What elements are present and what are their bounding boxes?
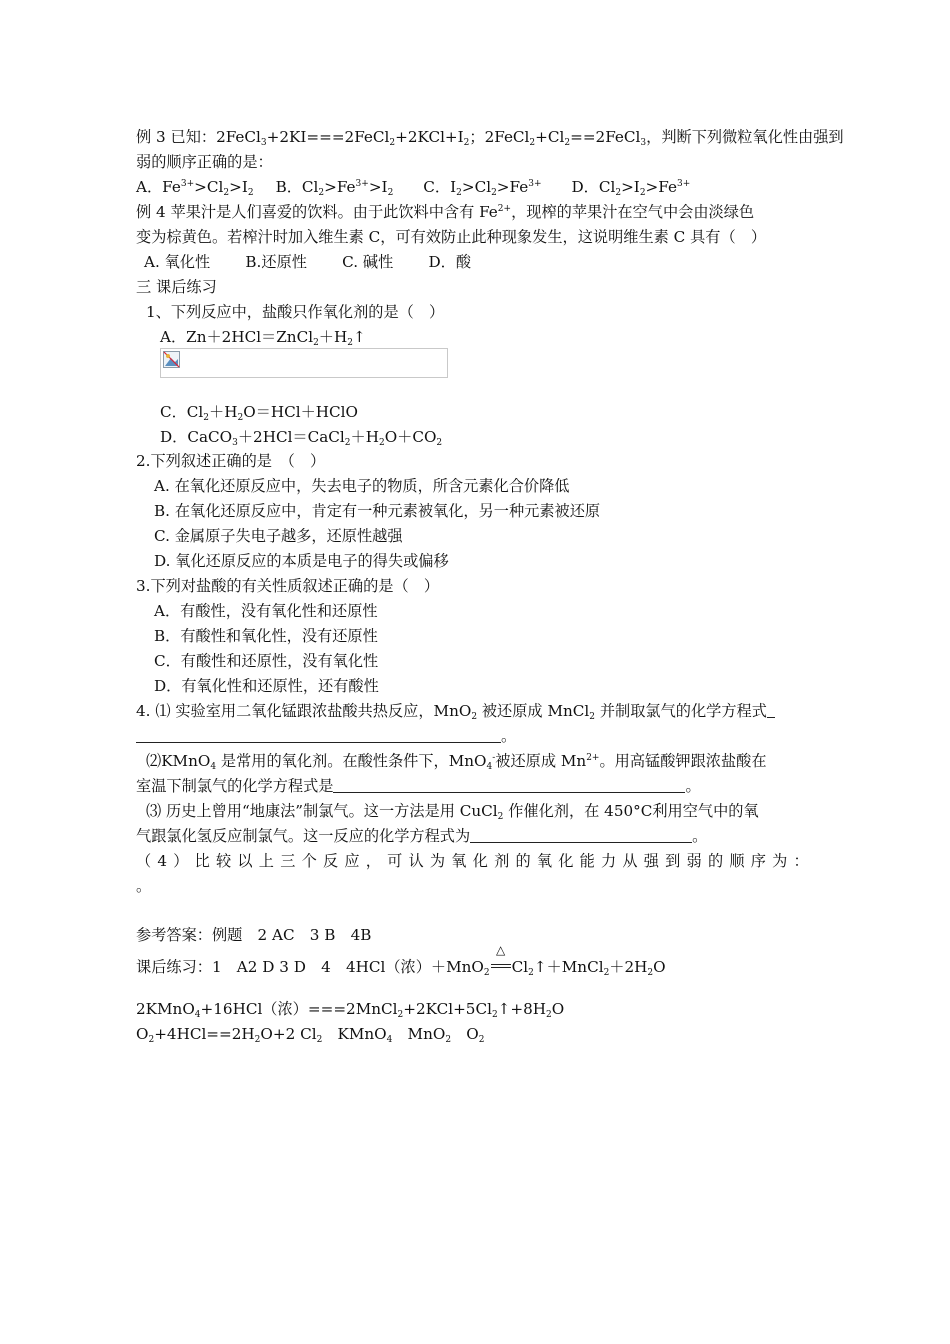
question-4-part-4: （4）比较以上三个反应，可认为氧化剂的氧化能力从强到弱的顺序为： [136,852,815,870]
question-1-stem: 1、下列反应中，盐酸只作氧化剂的是（ ） [146,303,445,321]
example-4-options: A. 氧化性 B.还原性 C. 碱性 D．酸 [144,253,472,271]
example-3-line-1: 例 3 已知：$2FeCl_3+2KI===2FeCl_2+2KCl+I_2$；$2FeCl_2+Cl_2==2FeCl_3$，判断下列微粒氧化性由强到 [136,128,844,148]
question-1-option-d: D．$CaCO_3+2HCl=CaCl_2+H_2O+CO_2$ [160,428,443,448]
question-3-option-c: C．有酸性和还原性，没有氧化性 [154,652,379,670]
question-2-stem: 2.下列叙述正确的是 （ ） [136,452,326,470]
answer-blank[interactable] [136,728,501,743]
question-4-part-2-line-2: 室温下制氯气的化学方程式是 。 [136,777,701,795]
example-4-line-2: 变为棕黄色。若榨汁时加入维生素 C，可有效防止此种现象发生，这说明维生素 C 具有（ ） [136,228,767,246]
question-4-part-3-line-2: 气跟氯化氢反应制氯气。这一反应的化学方程式为 。 [136,827,708,845]
question-3-option-a: A．有酸性，没有氧化性和还原性 [154,602,378,620]
answers-equation-3: $O_2+4HCl==2H_2O+2$ $Cl_2$ KMnO$_4$ MnO$_2$ $O_2$ [136,1025,485,1045]
section-title: 三 课后练习 [136,278,217,296]
question-1-option-a: A．$Zn+2HCl=ZnCl_2+H_2↑$ [160,328,366,348]
question-4-part-1: 4. ⑴ 实验室用二氧化锰跟浓盐酸共热反应，MnO$_2$ 被还原成 MnCl$_2$ 并制取氯气的化学方程式 [136,701,775,721]
question-4-part-3: ⑶ 历史上曾用“地康法”制氯气。这一方法是用 CuCl$_2$ 作催化剂，在 450°C利用空气中的氧 [146,802,759,822]
answers-equation-2: 2KMnO$_4$+16HCl（浓）$===2MnCl_2+2KCl+5Cl_2↑+8H_2O$ [136,1000,565,1020]
question-2-option-c: C. 金属原子失电子越多，还原性越强 [154,527,403,545]
example-3-options: A．$Fe^{3+}>Cl_2>I_2$ B．$Cl_2>Fe^{3+}>I_2$ C．$I_2>Cl_2>Fe^{3+}$ D．$Cl_2>I_2>Fe^{3+}$ [136,178,691,198]
answer-blank[interactable] [333,778,685,793]
question-3-option-d: D．有氧化性和还原性，还有酸性 [154,677,379,695]
question-4-part-2: ⑵KMnO$_4$ 是常用的氧化剂。在酸性条件下，MnO$_4$-被还原成 $Mn^{2+}$。用高锰酸钾跟浓盐酸在 [146,752,767,772]
heat-symbol: △ [495,943,506,957]
broken-image-icon [163,351,180,368]
question-1-option-c: C．$Cl_2+H_2O=HCl+HClO$ [160,403,358,423]
question-4-part-1-blank: 。 [136,726,516,746]
question-2-option-a: A. 在氧化还原反应中，失去电子的物质，所含元素化合价降低 [154,477,570,495]
question-2-option-b: B. 在氧化还原反应中，肯定有一种元素被氧化，另一种元素被还原 [154,502,601,520]
equals-sign [491,964,511,968]
example-4-line-1: 例 4 苹果汁是人们喜爱的饮料。由于此饮料中含有 $Fe^{2+}$，现榨的苹果汁在空气中会由淡绿色 [136,203,755,221]
example-3-line-2: 弱的顺序正确的是： [136,153,273,171]
question-4-part-4-end: 。 [136,877,152,895]
question-3-option-b: B．有酸性和氧化性，没有还原性 [154,627,378,645]
answer-blank[interactable] [470,828,692,843]
answers-examples: 参考答案：例题 2 AC 3 B 4B [136,926,372,944]
answers-exercises: 课后练习：1 A2 D 3 D 4 4HCl（浓）＋MnO$_2$ △ $Cl_2↑+MnCl_2+2H_2O$ [136,943,666,978]
broken-image-placeholder [160,348,448,378]
question-3-stem: 3.下列对盐酸的有关性质叙述正确的是（ ） [136,577,440,595]
question-2-option-d: D. 氧化还原反应的本质是电子的得失或偏移 [154,552,449,570]
